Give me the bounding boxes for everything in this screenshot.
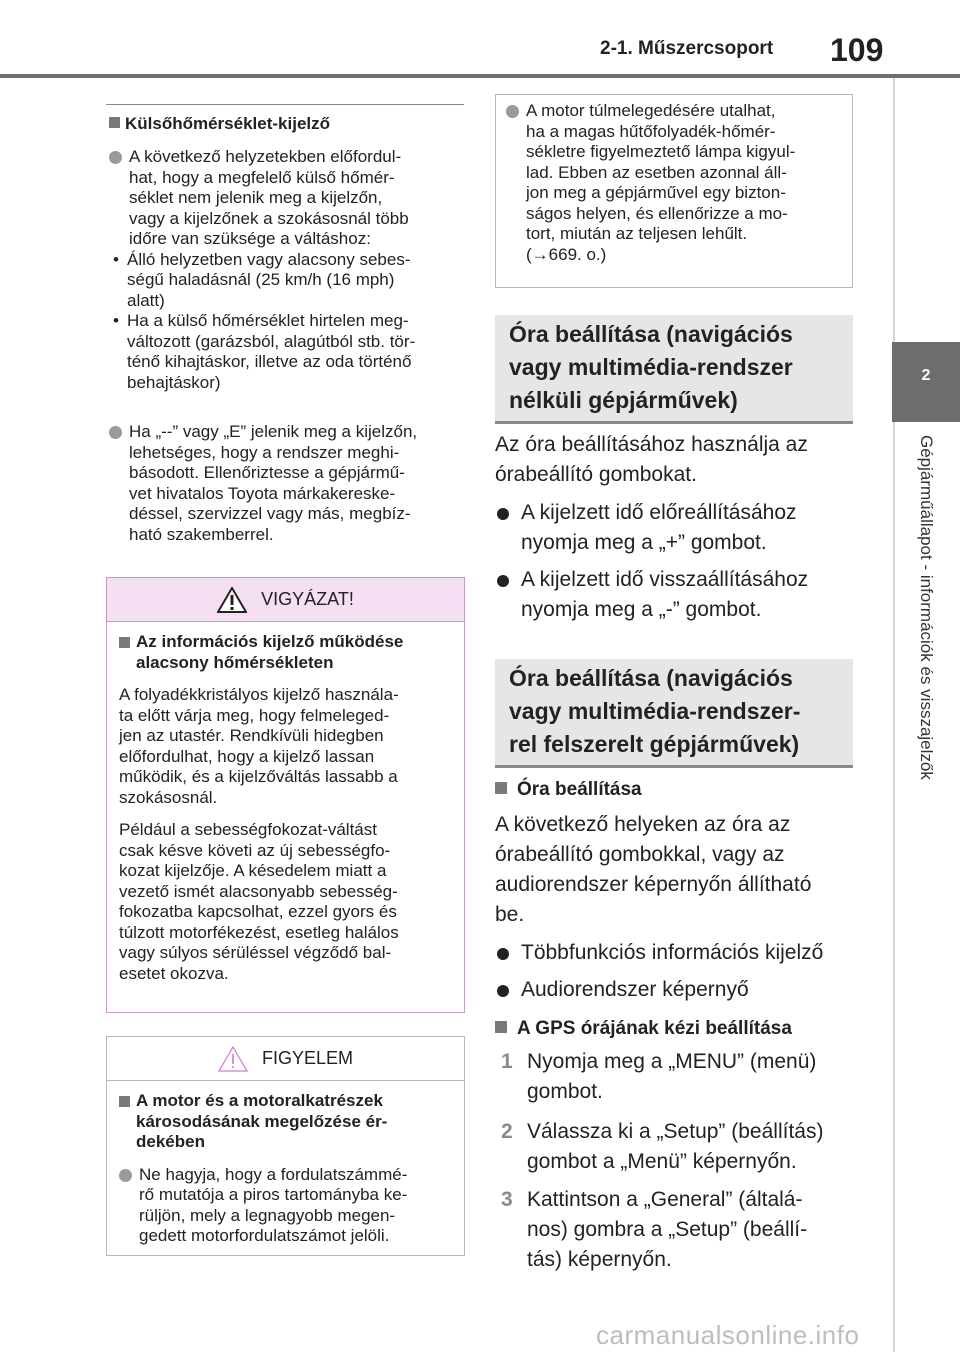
gps-clock-heading: A GPS órájának kézi beállítása xyxy=(495,1017,792,1041)
square-bullet-icon xyxy=(109,117,120,128)
notice-title: FIGYELEM xyxy=(261,1048,354,1068)
black-dot-bullet-icon xyxy=(497,948,509,960)
clock-forward-item: A kijelzett idő előreállításához nyomja meg a „+” gombot. xyxy=(495,498,855,558)
warning-paragraph-1: A folyadékkristályos kijelző használa- ta előtt várja meg, hogy felmeleged- jen az utastér. Rendkívüli hidegben előfordulhat, hogy a kijelző lassan működik, és a kijelzőváltás lassabb a szokásosnál. xyxy=(119,685,399,807)
warning-box xyxy=(106,577,465,1013)
chapter-number: 2 xyxy=(921,367,931,384)
warning-paragraph-2: Például a sebességfokozat-váltást csak késve követi az új sebességfo- kozat kijelzője. A késedelem miatt a vezető ismét alacsonyabb sebesség- fokozatba kapcsolhat, ezzel gyors és túlzott motorfékezést, esetleg halálos vagy súlyos sérüléssel végződő bal- esetet okozva. xyxy=(119,820,399,983)
square-bullet-icon xyxy=(119,637,130,648)
audio-screen-item: Audiorendszer képernyő xyxy=(495,975,855,1005)
round-bullet-icon xyxy=(506,105,519,118)
clock-setting-subheading: Óra beállítása xyxy=(495,778,642,802)
outside-temp-bullet-2: Ha „--” vagy „E” jelenik meg a kijelzőn, lehetséges, hogy a rendszer meghi- básodott. Ellenőriztesse a gépjármű- vet hivatalos Toyota márkakereske- déssel, szervizzel vagy más, megbíz- ható szakemberrel. xyxy=(109,422,469,545)
page-number: 109 xyxy=(830,32,884,68)
warning-subheading: Az információs kijelző működése alacsony hőmérsékleten xyxy=(119,632,452,673)
notice-box-header xyxy=(107,1037,464,1081)
round-bullet-icon xyxy=(119,1169,132,1182)
outside-temp-bullet-1: A következő helyzetekben előfordul- hat, hogy a megfelelő külső hőmér- séklet nem jelenik meg a kijelzőn, vagy a kijelzőnek a szokásosnál több időre van szüksége a váltáshoz: • Álló helyzetben vagy alacsony sebes- ségű haladásnál (25 km/h (16 mph) alatt) • Ha a külső hőmérséklet hirtelen meg- változott (garázsból, alagútból stb. tör- ténő kihajtáskor, illetve az oda történő behajtáskor) xyxy=(109,147,469,393)
clock-with-nav-intro: A következő helyeken az óra az órabeállító gombokkal, vagy az audiorendszer képernyőn állítható be. xyxy=(495,813,812,926)
overheat-note-box xyxy=(495,94,853,288)
round-bullet-icon xyxy=(109,151,122,164)
black-dot-bullet-icon xyxy=(497,575,509,587)
black-dot-bullet-icon xyxy=(497,985,509,997)
notice-bullet: Ne hagyja, hogy a fordulatszámmé- rő mutatója a piros tartományba ke- rüljön, mely a legnagyobb megen- gedett motorfordulatszámot jelöli. xyxy=(119,1165,452,1247)
square-bullet-icon xyxy=(495,782,507,794)
side-tab-line xyxy=(893,78,895,1352)
clock-back-item: A kijelzett idő visszaállításához nyomja meg a „-” gombot. xyxy=(495,565,855,625)
caution-triangle-icon xyxy=(218,1046,248,1072)
header-divider xyxy=(0,74,960,78)
step-1: 1 Nyomja meg a „MENU” (menü) gombot. xyxy=(501,1050,817,1103)
notice-box xyxy=(106,1036,465,1256)
overheat-bullet: A motor túlmelegedésére utalhat, ha a magas hűtőfolyadék-hőmér- sékletre figyelmeztető lámpa kigyul- lad. Ebben az esetben azonnal áll- jon meg a gépjárművel egy bizton- ságos helyen, és ellenőrizze a mo- tort, miután az teljesen lehűlt. (→669. o.) xyxy=(506,101,842,265)
clock-no-nav-intro: Az óra beállításához használja az órabeállító gombokat. xyxy=(495,433,808,486)
outside-temp-heading: Külsőhőmérséklet-kijelző xyxy=(109,113,330,135)
chapter-label: Gépjárműállapot - információk és visszajelzők xyxy=(917,435,936,780)
watermark: carmanualsonline.info xyxy=(596,1320,860,1350)
black-dot-bullet-icon xyxy=(497,508,509,520)
step-2: 2 Válassza ki a „Setup” (beállítás) gombot a „Menü” képernyőn. xyxy=(501,1120,824,1173)
notice-subheading: A motor és a motoralkatrészek károsodásának megelőzése ér- dekében xyxy=(119,1091,452,1153)
round-bullet-icon xyxy=(109,426,122,439)
multi-info-display-item: Többfunkciós információs kijelző xyxy=(495,938,855,968)
section-title: 2-1. Műszercsoport xyxy=(600,38,774,59)
left-top-rule xyxy=(106,104,464,105)
sub-item-sudden-change: • Ha a külső hőmérséklet hirtelen meg- változott (garázsból, alagútból stb. tör- ténő kihajtáskor, illetve az oda történő behajtáskor) xyxy=(109,311,469,393)
warning-triangle-icon xyxy=(217,587,247,613)
sub-item-stationary: • Álló helyzetben vagy alacsony sebes- ségű haladásnál (25 km/h (16 mph) alatt) xyxy=(109,250,469,312)
step-3: 3 Kattintson a „General” (általá- nos) gombra a „Setup” (beállí- tás) képernyőn. xyxy=(501,1188,808,1271)
warning-box-header xyxy=(107,578,464,622)
warning-title: VIGYÁZAT! xyxy=(261,589,354,609)
square-bullet-icon xyxy=(119,1096,130,1107)
clock-with-nav-heading: Óra beállítása (navigációs vagy multimédia-rendszer- rel felszerelt gépjárművek) xyxy=(495,659,853,768)
square-bullet-icon xyxy=(495,1021,507,1033)
clock-no-nav-heading: Óra beállítása (navigációs vagy multimédia-rendszer nélküli gépjárművek) xyxy=(495,315,853,424)
